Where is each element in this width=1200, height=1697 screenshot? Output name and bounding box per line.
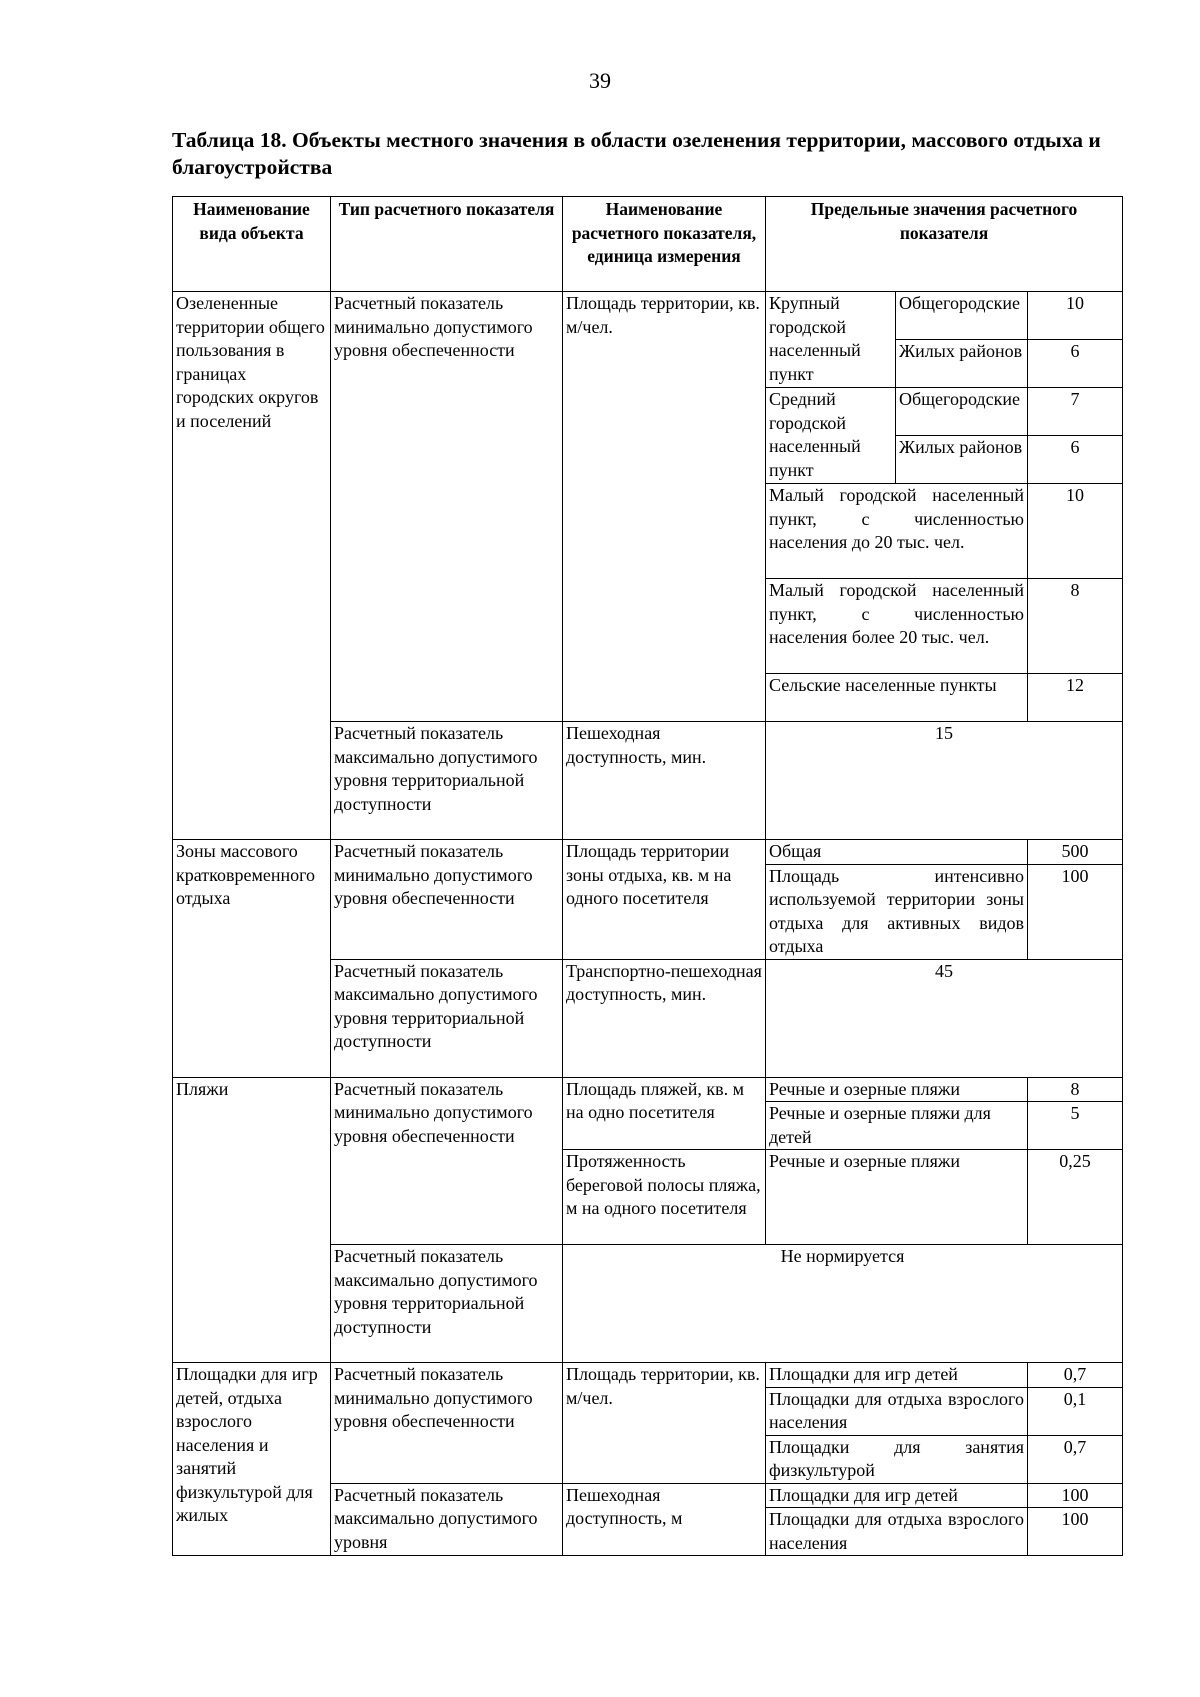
category-cell: Площадь интенсивно используемой территории зоны отдыха для активных видов отдыха	[766, 864, 1028, 959]
settlement-category-cell: Малый городской населенный пункт, с численностью населения до 20 тыс. чел.	[766, 484, 1028, 579]
indicator-type-cell: Расчетный показатель максимально допустимого уровня	[331, 1483, 563, 1556]
value-cell: 0,7	[1028, 1363, 1123, 1388]
object-name-cell: Площадки для игр детей, отдыха взрослого населения и занятий физкультурой для жилых	[173, 1363, 331, 1556]
category-cell: Площадки для игр детей	[766, 1483, 1028, 1508]
header-indicator-name: Наименование расчетного показателя, единица измерения	[563, 197, 766, 292]
value-cell: 8	[1028, 579, 1123, 674]
indicator-type-cell: Расчетный показатель минимально допустимого уровня обеспеченности	[331, 1363, 563, 1484]
page-number: 39	[589, 68, 611, 93]
object-name-cell: Озелененные территории общего пользования в границах городских округов и поселений	[173, 292, 331, 840]
value-cell: 100	[1028, 1483, 1123, 1508]
value-cell: 6	[1028, 340, 1123, 388]
indicator-type-cell: Расчетный показатель максимально допустимого уровня территориальной доступности	[331, 1245, 563, 1363]
indicator-type-cell: Расчетный показатель минимально допустимого уровня обеспеченности	[331, 840, 563, 960]
value-cell: 8	[1028, 1077, 1123, 1102]
indicator-type-cell: Расчетный показатель минимально допустимого уровня обеспеченности	[331, 292, 563, 722]
zone-category-cell: Общегородские	[896, 388, 1028, 436]
value-cell: 5	[1028, 1102, 1123, 1150]
indicator-name-cell: Пешеходная доступность, мин.	[563, 722, 766, 840]
category-cell: Общая	[766, 840, 1028, 865]
category-cell: Площадки для занятия физкультурой	[766, 1435, 1028, 1483]
object-name-cell: Зоны массового кратковременного отдыха	[173, 840, 331, 1078]
standards-table	[172, 196, 1123, 1556]
settlement-category-cell: Средний городской населенный пункт	[766, 388, 896, 484]
value-cell: 10	[1028, 484, 1123, 579]
indicator-name-cell: Площадь территории зоны отдыха, кв. м на одного посетителя	[563, 840, 766, 960]
indicator-name-cell: Площадь территории, кв. м/чел.	[563, 1363, 766, 1484]
value-cell: 0,25	[1028, 1150, 1123, 1245]
value-cell: 7	[1028, 388, 1123, 436]
indicator-name-cell: Пешеходная доступность, м	[563, 1483, 766, 1556]
category-cell: Площадки для игр детей	[766, 1363, 1028, 1388]
category-cell: Речные и озерные пляжи	[766, 1077, 1028, 1102]
category-cell: Площадки для отдыха взрослого населения	[766, 1508, 1028, 1556]
zone-category-cell: Общегородские	[896, 292, 1028, 340]
header-limit-values: Предельные значения расчетного показателя	[766, 197, 1123, 292]
value-cell: 0,7	[1028, 1435, 1123, 1483]
indicator-type-cell: Расчетный показатель минимально допустимого уровня обеспеченности	[331, 1077, 563, 1245]
indicator-name-cell: Транспортно-пешеходная доступность, мин.	[563, 959, 766, 1077]
object-name-cell: Пляжи	[173, 1077, 331, 1363]
value-cell: 100	[1028, 1508, 1123, 1556]
indicator-name-cell: Площадь пляжей, кв. м на одно посетителя	[563, 1077, 766, 1150]
settlement-category-cell: Крупный городской населенный пункт	[766, 292, 896, 388]
value-cell: 100	[1028, 864, 1123, 959]
table-row	[173, 1363, 1123, 1388]
settlement-category-cell: Сельские населенные пункты	[766, 674, 1028, 722]
value-cell: 0,1	[1028, 1387, 1123, 1435]
value-cell: 45	[766, 959, 1123, 1077]
table-row	[173, 840, 1123, 865]
value-cell: 15	[766, 722, 1123, 840]
category-cell: Площадки для отдыха взрослого населения	[766, 1387, 1028, 1435]
indicator-name-cell: Площадь территории, кв. м/чел.	[563, 292, 766, 722]
category-cell: Речные и озерные пляжи	[766, 1150, 1028, 1245]
indicator-type-cell: Расчетный показатель максимально допустимого уровня территориальной доступности	[331, 959, 563, 1077]
indicator-name-cell: Протяженность береговой полосы пляжа, м на одного посетителя	[563, 1150, 766, 1245]
header-indicator-type: Тип расчетного показателя	[331, 197, 563, 292]
value-cell: Не нормируется	[563, 1245, 1123, 1363]
zone-category-cell: Жилых районов	[896, 436, 1028, 484]
settlement-category-cell: Малый городской населенный пункт, с численностью населения более 20 тыс. чел.	[766, 579, 1028, 674]
category-cell: Речные и озерные пляжи для детей	[766, 1102, 1028, 1150]
table-header-row	[173, 197, 1123, 292]
indicator-type-cell: Расчетный показатель максимально допустимого уровня территориальной доступности	[331, 722, 563, 840]
value-cell: 6	[1028, 436, 1123, 484]
table-title: Таблица 18. Объекты местного значения в области озеленения территории, массового отдыха и благоустройства	[172, 128, 1101, 179]
table-row	[173, 292, 1123, 340]
value-cell: 500	[1028, 840, 1123, 865]
value-cell: 12	[1028, 674, 1123, 722]
zone-category-cell: Жилых районов	[896, 340, 1028, 388]
table-row	[173, 1077, 1123, 1102]
header-object-type: Наименование вида объекта	[173, 197, 331, 292]
value-cell: 10	[1028, 292, 1123, 340]
